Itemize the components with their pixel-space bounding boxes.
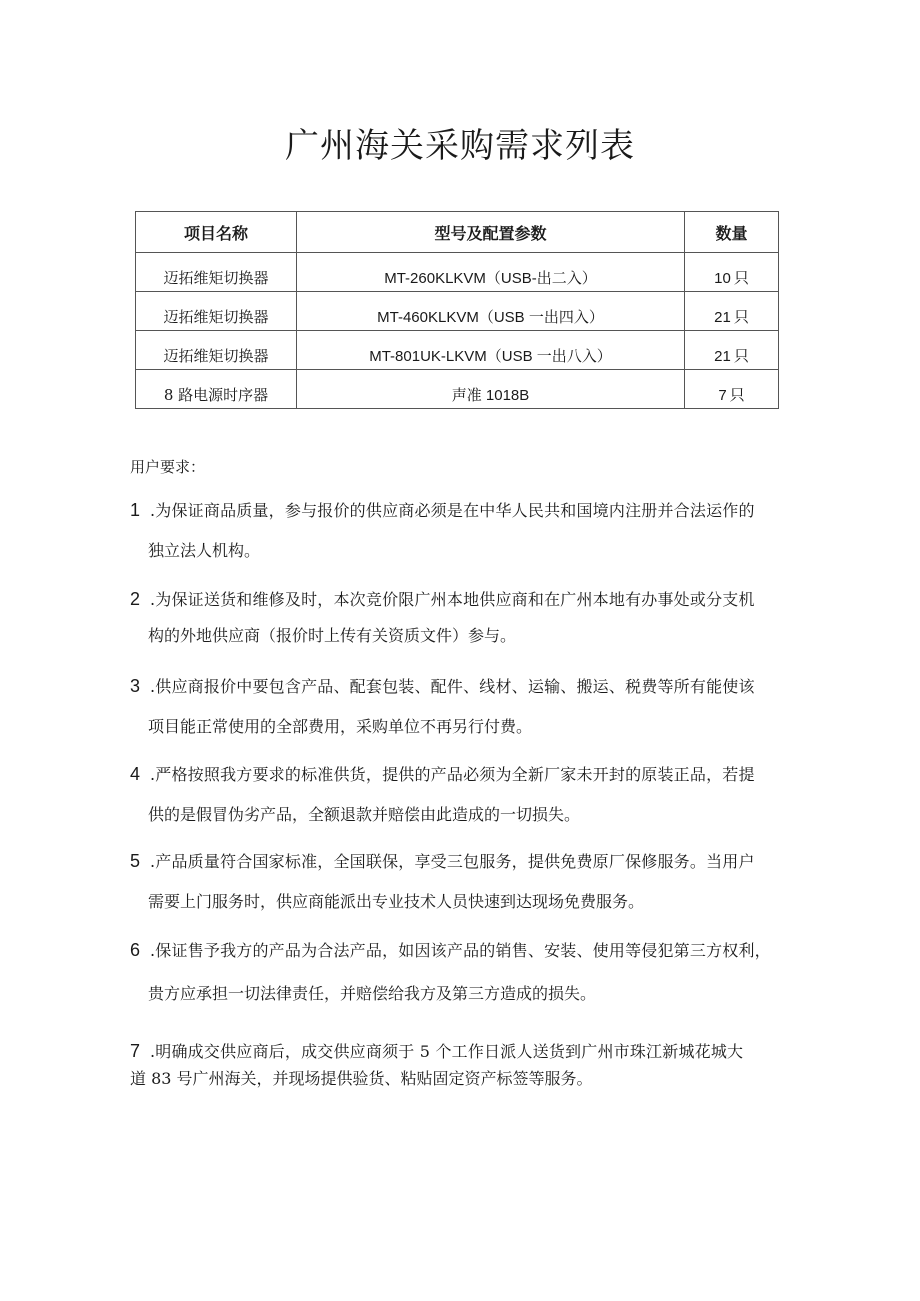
table-row <box>136 292 779 331</box>
table-row <box>136 370 779 409</box>
quantity-value: 21 <box>714 348 731 365</box>
quantity-value: 21 <box>714 309 731 326</box>
cell-model: MT-801UK-LKVM（USB 一出八入） <box>297 331 685 370</box>
requirement-number: 7 <box>130 1041 141 1061</box>
page-title: 广州海关采购需求列表 <box>285 126 635 166</box>
requirements-table <box>135 211 779 409</box>
requirement-line-2: 道 83 号广州海关，并现场提供验货、粘贴固定资产标签等服务。 <box>130 1069 593 1088</box>
requirement-number: 4 <box>130 764 141 784</box>
quantity-unit: 只 <box>733 308 749 326</box>
cell-item-name: 迈拓维矩切换器 <box>136 292 297 331</box>
requirement-number: 6 <box>130 940 141 960</box>
requirement-text: .保证售予我方的产品为合法产品，如因该产品的销售、安装、使用等侵犯第三方权利， <box>150 941 771 960</box>
requirement-line-1 <box>130 849 786 873</box>
requirement-line-1 <box>130 498 786 522</box>
requirement-item <box>130 674 786 739</box>
cell-model: MT-460KLKVM（USB 一出四入） <box>297 292 685 331</box>
requirement-text: .产品质量符合国家标准，全国联保，享受三包服务，提供免费原厂保修服务。当用户 <box>150 852 755 871</box>
requirement-line-2: 供的是假冒伪劣产品，全额退款并赔偿由此造成的一切损失。 <box>148 805 581 824</box>
table-header-row <box>136 212 779 253</box>
requirements-heading: 用户要求： <box>130 458 206 476</box>
requirement-line-2: 贵方应承担一切法律责任，并赔偿给我方及第三方造成的损失。 <box>148 984 597 1003</box>
cell-quantity <box>685 331 779 370</box>
quantity-unit: 只 <box>733 269 749 287</box>
requirement-line-2: 需要上门服务时，供应商能派出专业技术人员快速到达现场免费服务。 <box>148 892 645 911</box>
cell-item-name: 8 路电源时序器 <box>136 370 297 409</box>
quantity-value: 10 <box>714 270 731 287</box>
requirement-item <box>130 849 786 914</box>
requirement-number: 5 <box>130 851 141 871</box>
cell-quantity <box>685 292 779 331</box>
requirement-text: .为保证送货和维修及时，本次竞价限广州本地供应商和在广州本地有办事处或分支机 <box>150 590 755 609</box>
requirement-number: 3 <box>130 676 141 696</box>
requirement-text: .严格按照我方要求的标准供货，提供的产品必须为全新厂家未开封的原装正品，若提 <box>150 765 755 784</box>
header-model-config: 型号及配置参数 <box>297 212 685 253</box>
requirement-line-1 <box>130 762 786 786</box>
requirement-line-1 <box>130 1039 786 1063</box>
requirement-line-2: 构的外地供应商（报价时上传有关资质文件）参与。 <box>148 626 517 645</box>
header-item-name: 项目名称 <box>136 212 297 253</box>
requirement-line-2: 项目能正常使用的全部费用，采购单位不再另行付费。 <box>148 717 533 736</box>
requirement-number: 1 <box>130 500 141 520</box>
table-row <box>136 331 779 370</box>
cell-model: 声准 1018B <box>297 370 685 409</box>
requirement-item <box>130 587 786 648</box>
cell-item-name: 迈拓维矩切换器 <box>136 253 297 292</box>
requirement-line-1 <box>130 587 786 611</box>
header-quantity: 数量 <box>685 212 779 253</box>
quantity-unit: 只 <box>729 386 745 404</box>
quantity-unit: 只 <box>733 347 749 365</box>
requirement-item <box>130 1039 786 1091</box>
requirement-text: .供应商报价中要包含产品、配套包装、配件、线材、运输、搬运、税费等所有能使该 <box>150 677 755 696</box>
requirement-number: 2 <box>130 589 141 609</box>
requirement-item <box>130 762 786 827</box>
cell-item-name: 迈拓维矩切换器 <box>136 331 297 370</box>
requirement-line-2: 独立法人机构。 <box>148 541 261 560</box>
requirement-item <box>130 938 786 1006</box>
requirement-item <box>130 498 786 563</box>
cell-quantity <box>685 253 779 292</box>
cell-model: MT-260KLKVM（USB-出二入） <box>297 253 685 292</box>
requirement-line-1 <box>130 938 786 962</box>
cell-quantity <box>685 370 779 409</box>
table-row <box>136 253 779 292</box>
quantity-value: 7 <box>718 387 727 404</box>
requirement-text: .明确成交供应商后，成交供应商须于 5 个工作日派人送货到广州市珠江新城花城大 <box>150 1042 744 1061</box>
requirement-line-1 <box>130 674 786 698</box>
requirement-text: .为保证商品质量，参与报价的供应商必须是在中华人民共和国境内注册并合法运作的 <box>150 501 755 520</box>
